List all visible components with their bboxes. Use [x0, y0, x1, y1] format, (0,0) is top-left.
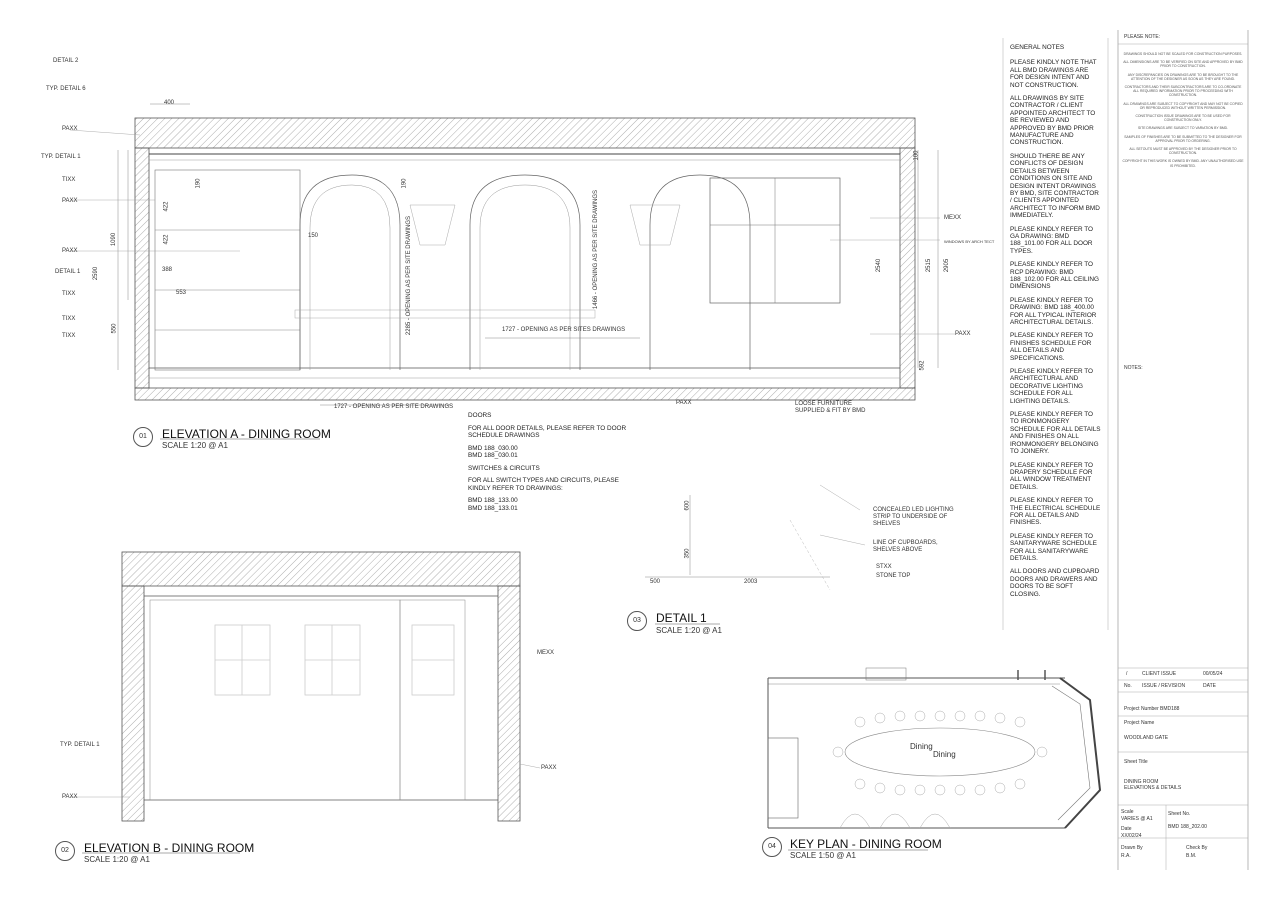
- note-windows: WINDOWS BY ARCH TECT: [944, 239, 995, 244]
- revision-date: 00/05/24: [1203, 671, 1223, 677]
- notes-heading: SWITCHES & CIRCUITS: [468, 464, 540, 472]
- tag-tixx: TIXX: [62, 333, 76, 339]
- please-note-item: CONTRACTORS AND THEIR SUBCONTRACTORS ARE TO CO-ORDINATE ALL REQUIRED INFORMATION PRIOR TO PROCEEDING WITH CONSTRUCTION.: [1124, 85, 1242, 98]
- notes-heading: DOORS: [468, 412, 492, 419]
- general-notes-heading: GENERAL NOTES: [1010, 44, 1065, 51]
- sheet-title: DINING ROOM: [1124, 779, 1159, 785]
- tag-detail-1: DETAIL 1: [55, 269, 81, 275]
- tag-mexx: MEXX: [944, 215, 962, 221]
- note-cupboards: LINE OF CUPBOARDS,: [873, 540, 938, 546]
- please-note-heading: PLEASE NOTE:: [1124, 34, 1161, 40]
- drawn-by-label: Drawn By: [1121, 845, 1143, 851]
- project-name-label: Project Name: [1124, 720, 1155, 726]
- key-plan-drawing: [768, 668, 1100, 828]
- dim-550: 550: [111, 323, 118, 334]
- view-title: KEY PLAN - DINING ROOM: [790, 837, 942, 851]
- general-note: ALL DOORS AND CUPBOARD DOORS AND DRAWERS AND DOORS TO BE SOFT CLOSING.: [1010, 568, 1100, 598]
- revision-number: /: [1126, 671, 1128, 677]
- dim-2540: 2540: [876, 258, 883, 273]
- dim-150: 150: [308, 233, 319, 239]
- general-note: ALL DRAWINGS BY SITE CONTRACTOR / CLIENT APPOINTED ARCHITECT TO BE REVIEWED AND APPROVED BY BMD PRIOR MANUFACTURE AND CONSTRUCTION.: [1010, 95, 1096, 147]
- please-note-item: ALL DIMENSIONS ARE TO BE VERIFIED ON SITE AND APPROVED BY BMD PRIOR TO CONSTRUCTION.: [1123, 60, 1243, 69]
- date-value: XX/02/24: [1121, 833, 1142, 839]
- dim-2285-opening: 2285 - OPENING AS PER SITE DRAWINGS: [406, 215, 413, 336]
- tag-paxx: PAXX: [541, 765, 557, 771]
- date-label: Date: [1121, 826, 1132, 832]
- drawing-ref: BMD 188_030.00: [468, 444, 518, 452]
- dim-600: 600: [684, 500, 691, 511]
- dim-553: 553: [176, 290, 187, 296]
- detail-1-drawing: [645, 485, 865, 590]
- dim-500: 500: [650, 579, 661, 585]
- general-note: PLEASE KINDLY REFER TO THE ELECTRICAL SCHEDULE FOR ALL DETAILS AND FINISHES.: [1010, 497, 1101, 527]
- dim-190: 190: [401, 178, 408, 189]
- please-note-item: COPYRIGHT IN THIS WORK IS OWNED BY BMD. ANY UNAUTHORISED USE IS PROHIBITED.: [1122, 159, 1244, 168]
- note-led: SHELVES: [873, 521, 901, 527]
- tag-stxx: STXX: [876, 564, 892, 570]
- revision-description: CLIENT ISSUE: [1142, 671, 1177, 677]
- please-note-item: ANY DISCREPANCIES ON DRAWINGS ARE TO BE BROUGHT TO THE ATTENTION OF THE DESIGNER AS SOON AS THEY ARE FOUND.: [1127, 72, 1239, 81]
- tag-typ-detail-1: TYP. DETAIL 1: [41, 154, 81, 160]
- header-no: No.: [1124, 683, 1132, 689]
- project-name: WOODLAND GATE: [1124, 735, 1169, 741]
- view-number: 03: [627, 611, 647, 631]
- door-switch-notes: [468, 412, 643, 517]
- sheet-no: BMD 188_202.00: [1168, 824, 1207, 830]
- dim-592: 592: [919, 360, 926, 371]
- general-note: PLEASE KINDLY REFER TO DRAWING: BMD 188_400.00 FOR ALL TYPICAL INTERIOR ARCHITECTURAL DETAILS.: [1010, 296, 1097, 326]
- dim-422: 422: [163, 234, 170, 245]
- dim-350: 350: [684, 548, 691, 559]
- header-issue: ISSUE / REVISION: [1142, 683, 1186, 689]
- drawn-by: R.A.: [1121, 853, 1131, 859]
- general-note: PLEASE KINDLY REFER TO FINISHES SCHEDULE FOR ALL DETAILS AND SPECIFICATIONS.: [1010, 332, 1093, 362]
- dim-1727-opening: 1727 - OPENING AS PER SITE DRAWINGS: [334, 404, 454, 410]
- note-cupboards: SHELVES ABOVE: [873, 547, 923, 553]
- general-note: PLEASE KINDLY REFER TO RCP DRAWING: BMD 188_102.00 FOR ALL CEILING DIMENSIONS: [1010, 261, 1099, 291]
- tag-paxx: PAXX: [676, 400, 692, 406]
- note-loose-furniture: SUPPLIED & FIT BY BMD: [795, 408, 866, 414]
- scale-value: VARIES @ A1: [1121, 816, 1153, 822]
- view-number: 04: [762, 837, 782, 857]
- tag-typ-detail-1: TYP. DETAIL 1: [60, 742, 100, 748]
- elevation-a-drawing: [70, 104, 955, 405]
- view-title: ELEVATION A - DINING ROOM: [162, 427, 331, 441]
- general-note: PLEASE KINDLY NOTE THAT ALL BMD DRAWINGS ARE FOR DESIGN INTENT AND NOT CONSTRUCTION.: [1010, 59, 1097, 89]
- sheet-title-label: Sheet Title: [1124, 759, 1148, 765]
- check-by: B.M.: [1186, 853, 1197, 859]
- note-led: STRIP TO UNDERSIDE OF: [873, 514, 948, 520]
- view-title: DETAIL 1: [656, 611, 707, 625]
- view-scale: SCALE 1:20 @ A1: [84, 855, 150, 864]
- dim-190: 190: [195, 178, 202, 189]
- general-note: PLEASE KINDLY REFER TO GA DRAWING: BMD 188_101.00 FOR ALL DOOR TYPES.: [1010, 225, 1093, 255]
- dim-2905: 2905: [944, 258, 951, 273]
- please-note-item: SITE DRAWINGS ARE SUBJECT TO VARIATION BY BMD.: [1137, 126, 1229, 131]
- dim-388: 388: [162, 267, 173, 273]
- dim-1090: 1090: [111, 232, 118, 247]
- elevation-b-drawing: [70, 552, 540, 821]
- room-label: Dining: [910, 742, 933, 751]
- tag-paxx: PAXX: [62, 198, 78, 204]
- tag-tixx: TIXX: [62, 316, 76, 322]
- drawing-ref: BMD 188_133.01: [468, 504, 518, 512]
- general-note: PLEASE KINDLY REFER TO TO IRONMONGERY SCHEDULE FOR ALL DETAILS AND FINISHES ON ALL IRONMONGERY BELONGING TO JOINERY.: [1010, 411, 1101, 456]
- general-note: PLEASE KINDLY REFER TO ARCHITECTURAL AND DECORATIVE LIGHTING SCHEDULE FOR ALL LIGHTING DETAILS.: [1010, 368, 1093, 405]
- general-notes: [1010, 44, 1102, 604]
- dim-2515: 2515: [926, 258, 933, 273]
- tag-paxx: PAXX: [62, 794, 78, 800]
- dim-422: 422: [163, 201, 170, 212]
- please-note-item: DRAWINGS SHOULD NOT BE SCALED FOR CONSTRUCTION PURPOSES.: [1123, 52, 1243, 56]
- view-number: 02: [55, 841, 75, 861]
- drawing-ref: BMD 188_133.00: [468, 497, 518, 504]
- view-number: 01: [133, 427, 153, 447]
- dim-100: 100: [913, 150, 920, 161]
- tag-paxx: PAXX: [955, 331, 971, 337]
- view-scale: SCALE 1:50 @ A1: [790, 851, 856, 860]
- please-note-item: SAMPLES OF FINISHES ARE TO BE SUBMITTED TO THE DESIGNER FOR APPROVAL PRIOR TO ORDERING.: [1124, 134, 1242, 143]
- view-scale: SCALE 1:20 @ A1: [162, 441, 228, 450]
- tag-detail-2: DETAIL 2: [53, 58, 79, 64]
- tag-paxx: PAXX: [62, 248, 78, 254]
- dim-2590: 2590: [93, 266, 100, 281]
- check-by-label: Check By: [1186, 845, 1208, 851]
- note-stone-top: STONE TOP: [876, 573, 911, 579]
- notes-text: FOR ALL DOOR DETAILS, PLEASE REFER TO DOOR SCHEDULE DRAWINGS: [468, 424, 627, 439]
- drawing-ref: BMD 188_030.01: [468, 452, 518, 459]
- note-loose-furniture: LOOSE FURNITURE: [795, 401, 853, 407]
- tag-typ-detail-6: TYP. DETAIL 6: [46, 86, 86, 92]
- general-note: PLEASE KINDLY REFER TO DRAPERY SCHEDULE FOR ALL WINDOW TREATMENT DETAILS.: [1010, 461, 1093, 491]
- tag-paxx: PAXX: [62, 126, 78, 132]
- tag-mexx: MEXX: [537, 650, 555, 656]
- general-note: PLEASE KINDLY REFER TO SANITARYWARE SCHEDULE FOR ALL SANITARYWARE DETAILS.: [1010, 532, 1097, 562]
- sheet-title: ELEVATIONS & DETAILS: [1124, 785, 1182, 791]
- notes-text: FOR ALL SWITCH TYPES AND CIRCUITS, PLEASE KINDLY REFER TO DRAWINGS:: [468, 477, 619, 492]
- note-led: CONCEALED LED LIGHTING: [873, 507, 954, 513]
- please-note-item: ALL SETOUTS MUST BE APPROVED BY THE DESIGNER PRIOR TO CONSTRUCTION.: [1129, 147, 1237, 156]
- room-label: Dining: [933, 750, 956, 759]
- please-note-item: ALL DRAWINGS ARE SUBJECT TO COPYRIGHT AND MAY NOT BE COPIED OR REPRODUCED WITHOUT WRITTEN PERMISSION.: [1123, 101, 1243, 110]
- dim-2003: 2003: [744, 579, 758, 585]
- notes-label: NOTES:: [1124, 365, 1143, 371]
- header-date: DATE: [1203, 683, 1216, 689]
- project-number-label: Project Number: [1124, 706, 1159, 712]
- scale-label: Scale: [1121, 809, 1134, 815]
- please-note-item: CONSTRUCTION ISSUE DRAWINGS ARE TO BE USED FOR CONSTRUCTION ONLY.: [1135, 114, 1231, 123]
- dim-1727-opening: 1727 - OPENING AS PER SITES DRAWINGS: [502, 327, 626, 333]
- view-title: ELEVATION B - DINING ROOM: [84, 841, 255, 855]
- tag-tixx: TIXX: [62, 177, 76, 183]
- project-number: BMD188: [1160, 706, 1180, 712]
- sheet-no-label: Sheet No.: [1168, 811, 1191, 817]
- dim-1466-opening: 1466 - OPENING AS PER SITE DRAWINGS: [593, 189, 600, 310]
- dim-400: 400: [164, 100, 175, 106]
- general-note: SHOULD THERE BE ANY CONFLICTS OF DESIGN DETAILS BETWEEN CONDITIONS ON SITE AND DESIGN INTENT DRAWINGS BY BMD, SITE CONTRACTOR / CLIENTS APPOINTED ARCHITECT TO INFORM BMD IMMEDIATELY.: [1010, 152, 1100, 220]
- tag-tixx: TIXX: [62, 291, 76, 297]
- please-note-list: [1122, 52, 1244, 172]
- view-scale: SCALE 1:20 @ A1: [656, 626, 722, 635]
